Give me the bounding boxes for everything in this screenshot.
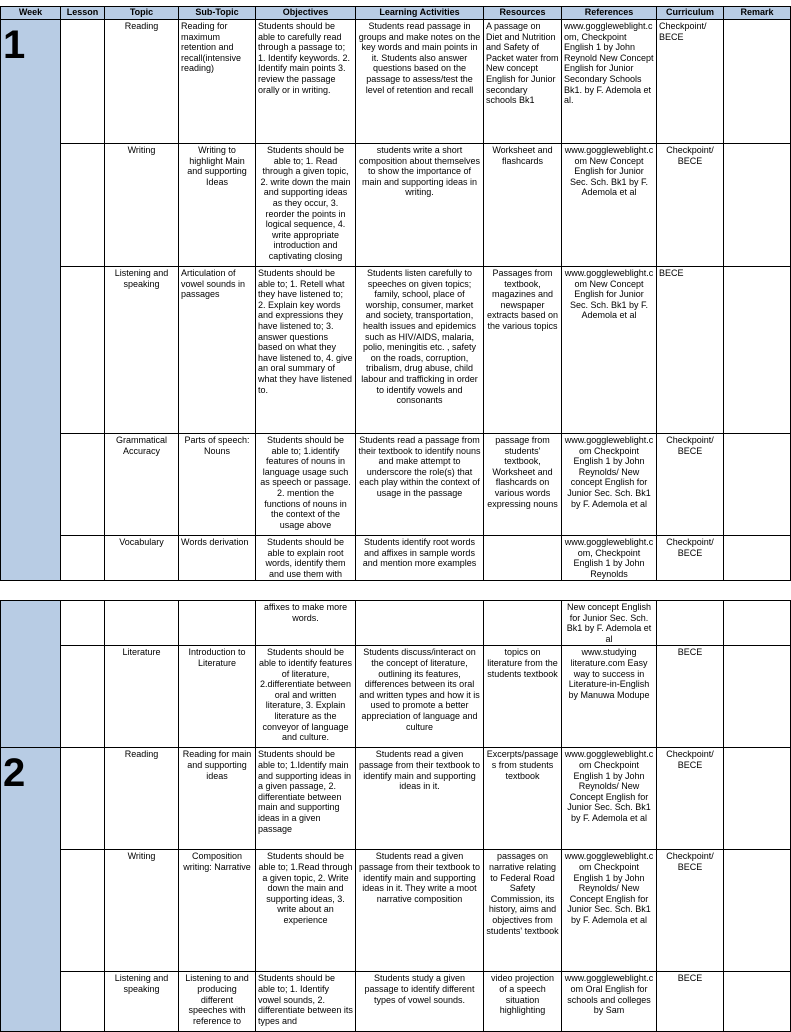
resources-cell: Excerpts/passages from students textbook	[484, 748, 562, 850]
resources-cell: passage from students' textbook, Worksheet and flashcards on various words expressing nouns	[484, 434, 562, 536]
references-cell: www.goggleweblight.com Checkpoint English 1 by John Reynolds/ New Concept English for Junior Sec. Sch. Bk1 by F. Ademola et al	[562, 748, 657, 850]
curriculum-cell: Checkpoint/ BECE	[657, 20, 724, 144]
activities-cell: Students discuss/interact on the concept of literature, outlining its features, differences between its oral and written types and how it is used to promote a better appreciation of language and culture	[356, 646, 484, 748]
activities-cell: Students read passage in groups and make notes on the key words and main points in it. Students also answer questions based on the passage to assess/test the level of retention and recall	[356, 20, 484, 144]
remark-cell	[724, 144, 791, 267]
subtopic-cell: Introduction to Literature	[179, 646, 256, 748]
remark-cell	[724, 601, 791, 646]
topic-cell: Vocabulary	[105, 536, 179, 581]
week-cell-continued	[1, 601, 61, 748]
lesson-cell	[61, 850, 105, 972]
remark-cell	[724, 267, 791, 434]
page-1	[0, 6, 790, 581]
table-row	[1, 434, 791, 536]
lesson-cell	[61, 144, 105, 267]
header-objectives: Objectives	[256, 7, 356, 20]
curriculum-cell: Checkpoint/ BECE	[657, 144, 724, 267]
header-row	[1, 7, 791, 20]
table-row	[1, 748, 791, 850]
subtopic-cell: Articulation of vowel sounds in passages	[179, 267, 256, 434]
header-activities: Learning Activities	[356, 7, 484, 20]
references-cell: www.goggleweblight.com, Checkpoint English 1 by John Reynolds	[562, 536, 657, 581]
curriculum-cell	[657, 601, 724, 646]
references-cell: New concept English for Junior Sec. Sch. Bk1 by F. Ademola et al	[562, 601, 657, 646]
curriculum-cell: Checkpoint/ BECE	[657, 434, 724, 536]
activities-cell: Students identify root words and affixes in sample words and mention more examples	[356, 536, 484, 581]
resources-cell	[484, 601, 562, 646]
header-week: Week	[1, 7, 61, 20]
lesson-cell	[61, 536, 105, 581]
week-number: 2	[3, 751, 26, 796]
remark-cell	[724, 850, 791, 972]
subtopic-cell: Reading for maximum retention and recall(intensive reading)	[179, 20, 256, 144]
scheme-table-week-2	[0, 600, 791, 1032]
topic-cell: Writing	[105, 144, 179, 267]
header-curriculum: Curriculum	[657, 7, 724, 20]
objectives-cell: Students should be able to identify features of literature, 2.differentiate between oral and written literature, 3. Explain literature as the conveyor of language and culture.	[256, 646, 356, 748]
objectives-cell: Students should be able to; 1.Identify main and supporting ideas in a given passage, 2. differentiate between main and supporting ideas in a given passage	[256, 748, 356, 850]
subtopic-cell: Writing to highlight Main and supporting Ideas	[179, 144, 256, 267]
lesson-cell	[61, 972, 105, 1032]
remark-cell	[724, 434, 791, 536]
topic-cell: Listening and speaking	[105, 267, 179, 434]
table-row	[1, 601, 791, 646]
objectives-cell: Students should be able to; 1. Identify vowel sounds, 2. differentiate between its types and	[256, 972, 356, 1032]
activities-cell: Students read a given passage from their textbook to identify main and supporting ideas in it.	[356, 748, 484, 850]
curriculum-cell: Checkpoint/ BECE	[657, 536, 724, 581]
curriculum-cell: BECE	[657, 646, 724, 748]
topic-cell: Reading	[105, 748, 179, 850]
resources-cell: A passage on Diet and Nutrition and Safety of Packet water from New concept English for Junior secondary schools Bk1	[484, 20, 562, 144]
references-cell: www.goggleweblight.com New Concept English for Junior Sec. Sch. Bk1 by F. Ademola et al	[562, 144, 657, 267]
lesson-cell	[61, 267, 105, 434]
topic-cell: Writing	[105, 850, 179, 972]
topic-cell: Grammatical Accuracy	[105, 434, 179, 536]
references-cell: www.studying literature.com Easy way to success in Literature-in-English by Manuwa Modupe	[562, 646, 657, 748]
curriculum-cell: BECE	[657, 267, 724, 434]
subtopic-cell	[179, 601, 256, 646]
lesson-cell	[61, 646, 105, 748]
topic-cell: Reading	[105, 20, 179, 144]
activities-cell: Students read a given passage from their textbook to identify main and supporting ideas in it. They write a moot narrative composition	[356, 850, 484, 972]
week-cell	[1, 20, 61, 581]
activities-cell: students write a short composition about themselves to show the importance of main and supporting ideas in writing.	[356, 144, 484, 267]
activities-cell: Students read a passage from their textbook to identify nouns and make attempt to underscore the role(s) that each play within the context of usage in the passage	[356, 434, 484, 536]
header-subtopic: Sub-Topic	[179, 7, 256, 20]
references-cell: www.goggleweblight.com New Concept English for Junior Sec. Sch. Bk1 by F. Ademola et al	[562, 267, 657, 434]
references-cell: www.goggleweblight.com Checkpoint English 1 by John Reynolds/ New concept English for Junior Sec. Sch. Bk1 by F. Ademola et al	[562, 434, 657, 536]
activities-cell: Students study a given passage to identify different types of vowel sounds.	[356, 972, 484, 1032]
remark-cell	[724, 748, 791, 850]
resources-cell	[484, 536, 562, 581]
resources-cell: Worksheet and flashcards	[484, 144, 562, 267]
resources-cell: passages on narrative relating to Federal Road Safety Commission, its history, aims and objectives from students' textbook	[484, 850, 562, 972]
objectives-cell: affixes to make more words.	[256, 601, 356, 646]
table-row	[1, 972, 791, 1032]
objectives-cell: Students should be able to; 1.identify features of nouns in language usage such as speech or passage. 2. mention the functions of nouns in the context of the usage above	[256, 434, 356, 536]
objectives-cell: Students should be able to carefully read through a passage to; 1. Identify keywords. 2. Identify main points 3. review the passage orally or in writing.	[256, 20, 356, 144]
topic-cell	[105, 601, 179, 646]
resources-cell: topics on literature from the students textbook	[484, 646, 562, 748]
objectives-cell: Students should be able to; 1. Retell what they have listened to; 2. Explain key words and expressions they have listened to; 3. answer questions based on what they have listened to, 4. give an oral summary of what they have listened to.	[256, 267, 356, 434]
table-row	[1, 850, 791, 972]
references-cell: www.goggleweblight.com Oral English for schools and colleges by Sam	[562, 972, 657, 1032]
topic-cell: Literature	[105, 646, 179, 748]
remark-cell	[724, 536, 791, 581]
table-row	[1, 144, 791, 267]
header-references: References	[562, 7, 657, 20]
subtopic-cell: Reading for main and supporting ideas	[179, 748, 256, 850]
topic-cell: Listening and speaking	[105, 972, 179, 1032]
week-number: 1	[3, 23, 26, 67]
lesson-cell	[61, 20, 105, 144]
header-resources: Resources	[484, 7, 562, 20]
table-row	[1, 267, 791, 434]
scheme-table-week-1	[0, 6, 791, 581]
lesson-cell	[61, 601, 105, 646]
resources-cell: Passages from textbook, magazines and newspaper extracts based on the various topics	[484, 267, 562, 434]
header-remark: Remark	[724, 7, 791, 20]
week-cell	[1, 748, 61, 1032]
subtopic-cell: Words derivation	[179, 536, 256, 581]
objectives-cell: Students should be able to; 1.Read through a given topic, 2. Write down the main and supporting ideas, 3. write about an experience	[256, 850, 356, 972]
remark-cell	[724, 972, 791, 1032]
lesson-cell	[61, 434, 105, 536]
lesson-cell	[61, 748, 105, 850]
references-cell: www.goggleweblight.com, Checkpoint English 1 by John Reynold New Concept English for Junior Secondary Schools Bk1. by F. Ademola et al.	[562, 20, 657, 144]
page-2	[0, 600, 790, 1032]
resources-cell: video projection of a speech situation highlighting	[484, 972, 562, 1032]
activities-cell	[356, 601, 484, 646]
subtopic-cell: Composition writing: Narrative	[179, 850, 256, 972]
remark-cell	[724, 20, 791, 144]
subtopic-cell: Listening to and producing different speeches with reference to	[179, 972, 256, 1032]
table-row	[1, 646, 791, 748]
header-lesson: Lesson	[61, 7, 105, 20]
curriculum-cell: Checkpoint/ BECE	[657, 748, 724, 850]
remark-cell	[724, 646, 791, 748]
header-topic: Topic	[105, 7, 179, 20]
curriculum-cell: Checkpoint/ BECE	[657, 850, 724, 972]
table-row	[1, 536, 791, 581]
curriculum-cell: BECE	[657, 972, 724, 1032]
subtopic-cell: Parts of speech: Nouns	[179, 434, 256, 536]
references-cell: www.goggleweblight.com Checkpoint English 1 by John Reynolds/ New Concept English for Junior Sec. Sch. Bk1 by F. Ademola et al	[562, 850, 657, 972]
objectives-cell: Students should be able to; 1. Read through a given topic, 2. write down the main and supporting ideas as they occur, 3. reorder the points in logical sequence, 4. write appropriate introduction and captivating closing	[256, 144, 356, 267]
objectives-cell: Students should be able to explain root words, identify them and use them with	[256, 536, 356, 581]
activities-cell: Students listen carefully to speeches on given topics; family, school, place of worship, consumer, market and society, transportation, health issues and epidemics such as HIV/AIDS, malaria, polio, meningitis etc. , safety on the roads, corruption, tribalism, drug abuse, child labour and trafficking in order to identify vowels and consonants	[356, 267, 484, 434]
table-row	[1, 20, 791, 144]
